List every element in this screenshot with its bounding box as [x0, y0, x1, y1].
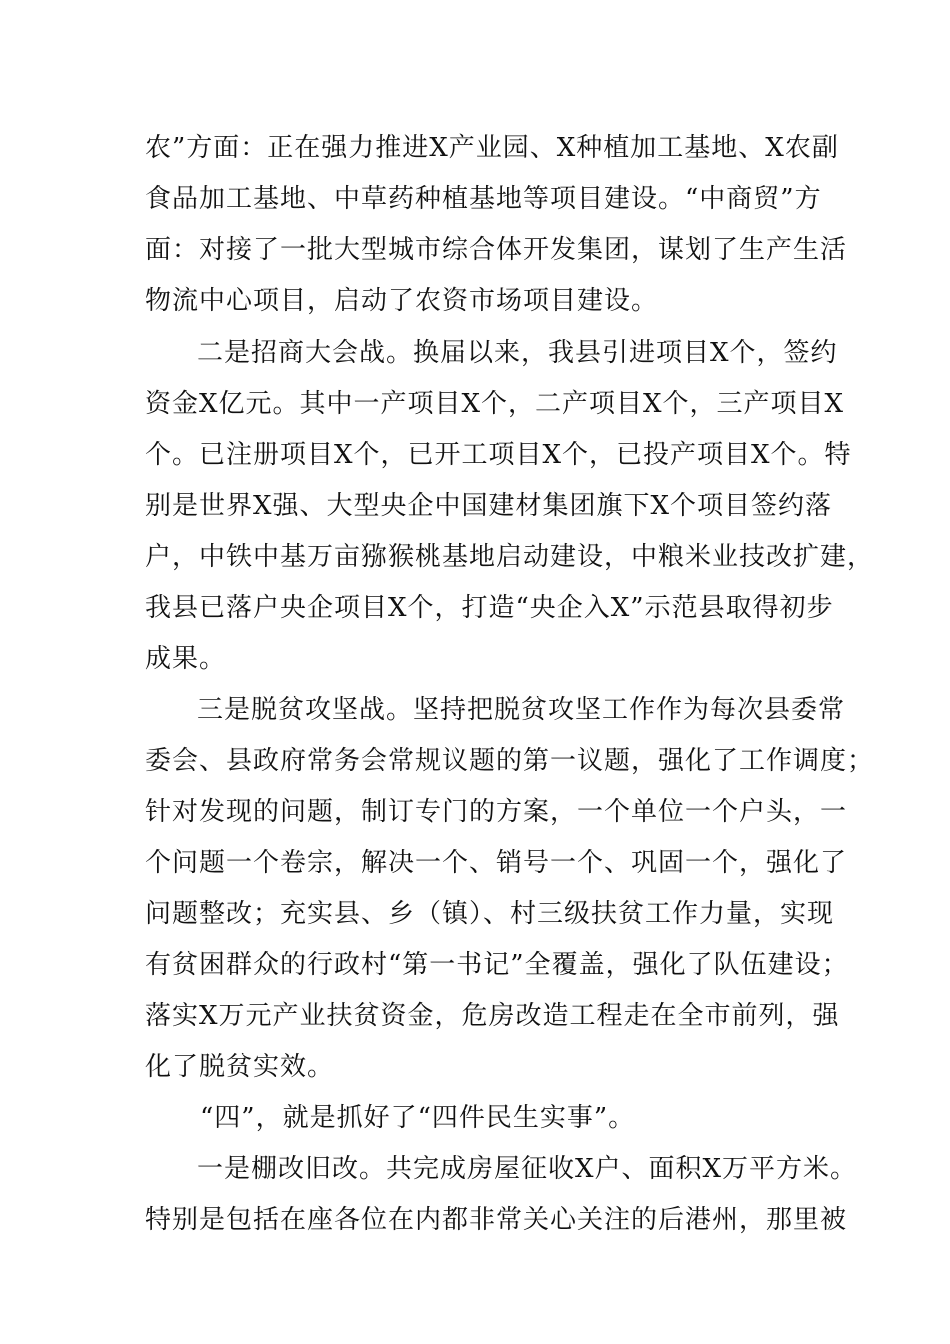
- text-line: 落实X万元产业扶贫资金，危房改造工程走在全市前列，强: [145, 1001, 840, 1031]
- text-line: 成果。: [145, 644, 227, 674]
- text-line: 户，中铁中基万亩猕猴桃基地启动建设，中粮米业技改扩建，: [145, 542, 875, 572]
- paragraph-first-line: 二是招商大会战。换届以来，我县引进项目X个，签约: [197, 338, 838, 368]
- text-line: 委会、县政府常务会常规议题的第一议题，强化了工作调度；: [145, 746, 875, 776]
- section-heading: “四”，就是抓好了“四件民生实事”。: [200, 1103, 636, 1133]
- text-line: 面：对接了一批大型城市综合体开发集团，谋划了生产生活: [145, 235, 848, 265]
- text-line: 针对发现的问题，制订专门的方案，一个单位一个户头，一: [145, 797, 848, 827]
- text-line: 物流中心项目，启动了农资市场项目建设。: [145, 286, 659, 316]
- text-line: 有贫困群众的行政村“第一书记”全覆盖，强化了队伍建设；: [145, 950, 849, 980]
- text-line: 化了脱贫实效。: [145, 1052, 335, 1082]
- paragraph-first-line: 三是脱贫攻坚战。坚持把脱贫攻坚工作作为每次县委常: [197, 695, 846, 725]
- text-line: 食品加工基地、中草药种植基地等项目建设。“中商贸”方: [145, 184, 822, 214]
- text-line: 个问题一个卷宗，解决一个、销号一个、巩固一个，强化了: [145, 848, 848, 878]
- text-line: 特别是包括在座各位在内都非常关心关注的后港州，那里被: [145, 1205, 848, 1235]
- text-line: 别是世界X强、大型央企中国建材集团旗下X个项目签约落: [145, 491, 833, 521]
- text-line: 资金X亿元。其中一产项目X个，二产项目X个，三产项目X: [145, 389, 845, 419]
- text-line: 问题整改；充实县、乡（镇）、村三级扶贫工作力量，实现: [145, 899, 835, 929]
- text-line: 农”方面：正在强力推进X产业园、X种植加工基地、X农副: [145, 133, 839, 163]
- text-line: 个。已注册项目X个，已开工项目X个，已投产项目X个。特: [145, 440, 852, 470]
- text-line: 我县已落户央企项目X个，打造“央企入X”示范县取得初步: [145, 593, 834, 623]
- paragraph-first-line: 一是棚改旧改。共完成房屋征收X户、面积X万平方米。: [197, 1154, 858, 1184]
